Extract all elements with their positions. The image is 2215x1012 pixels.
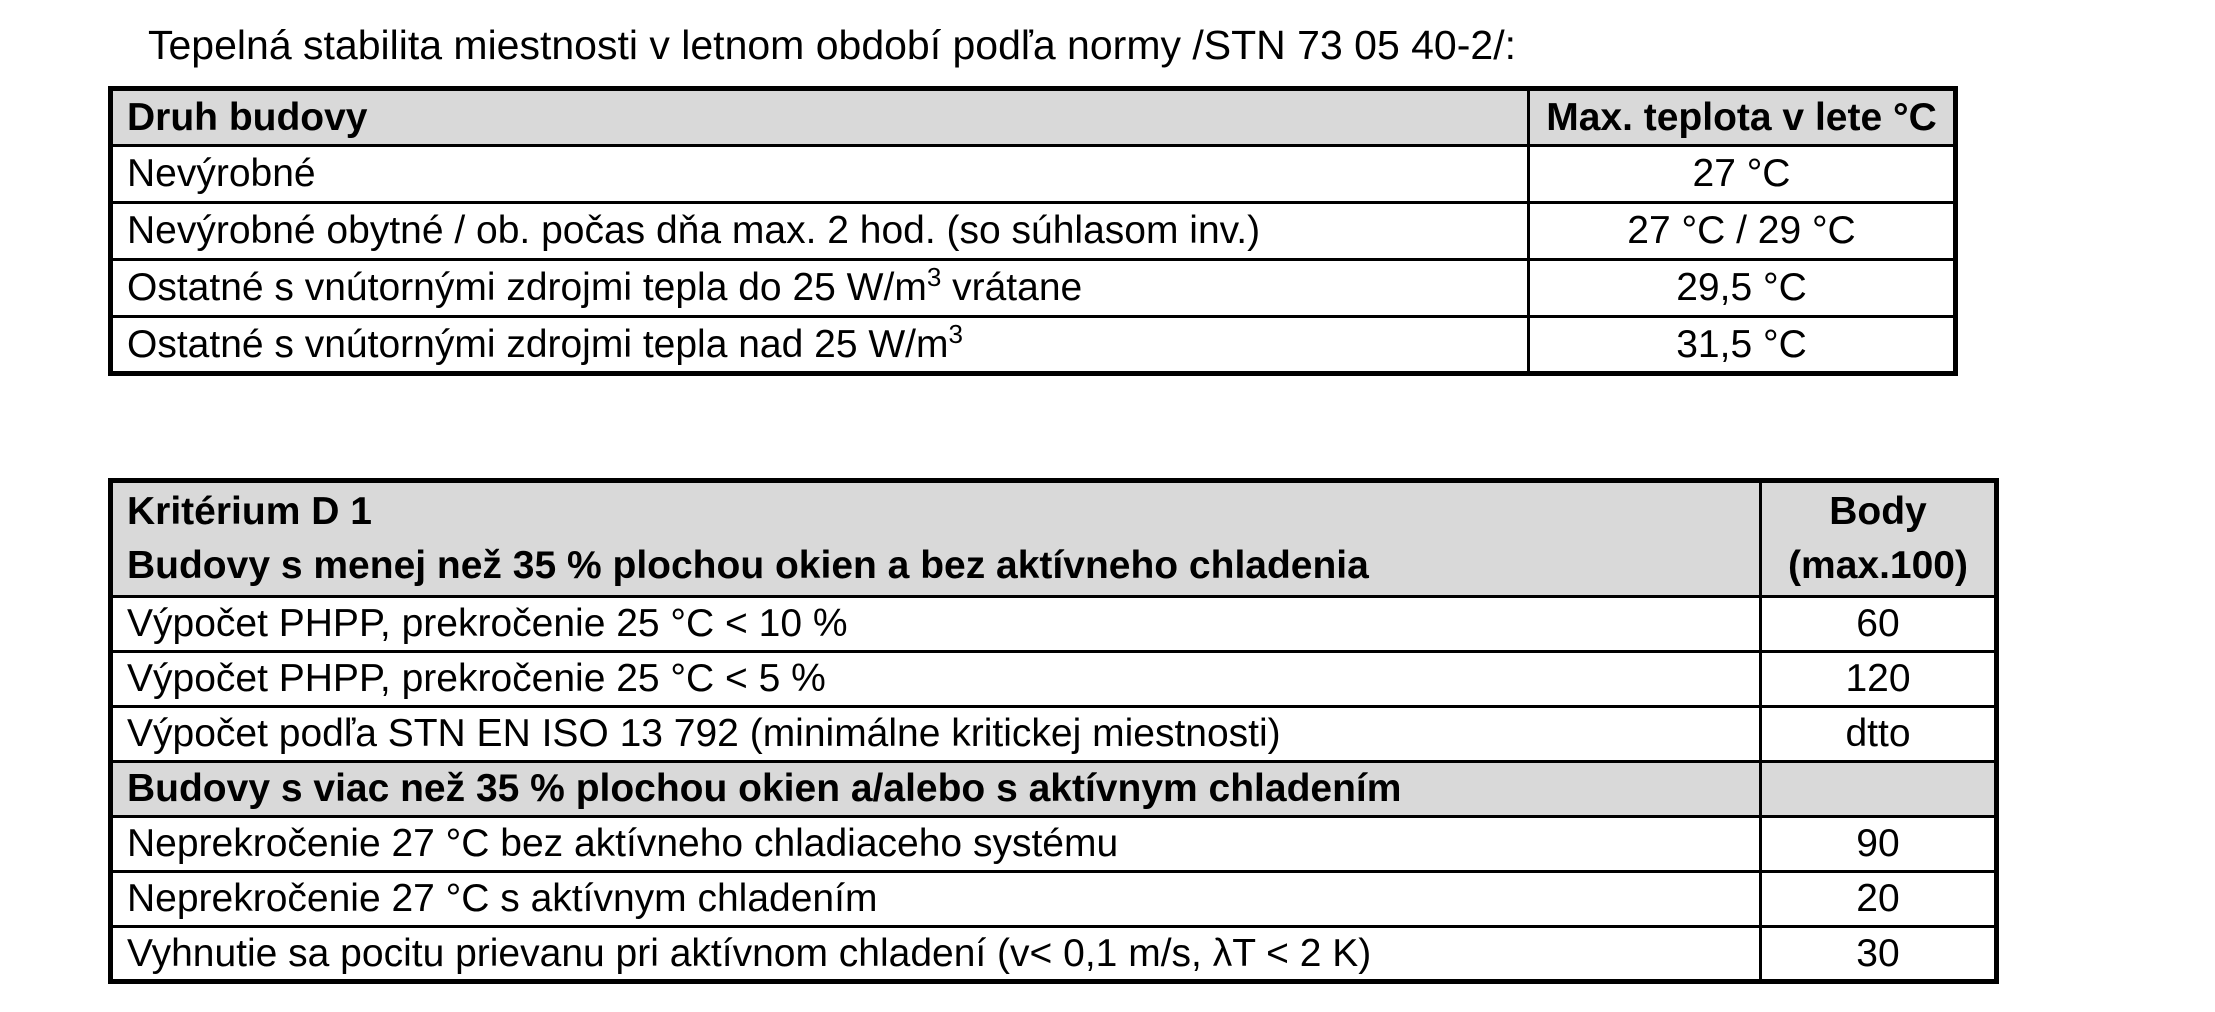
cell-text: Ostatné s vnútornými zdrojmi tepla do 25 W/m xyxy=(127,266,927,309)
cell-text: Nevýrobné obytné / ob. počas dňa max. 2 hod. (so súhlasom inv.) xyxy=(127,209,1261,252)
header-line-1: Body xyxy=(1829,490,1927,533)
cell-value: 90 xyxy=(1761,817,1997,872)
table-header-row xyxy=(111,481,1997,597)
subheader-empty-cell xyxy=(1761,762,1997,817)
criterion-d1-table xyxy=(108,478,1999,984)
table-row xyxy=(111,652,1997,707)
cell-value: dtto xyxy=(1761,707,1997,762)
table-row xyxy=(111,927,1997,982)
cell-label: Neprekročenie 27 °C s aktívnym chladením xyxy=(111,872,1761,927)
cell-value: 20 xyxy=(1761,872,1997,927)
cell-value: 27 °C / 29 °C xyxy=(1529,203,1956,260)
cell-text: vrátane xyxy=(941,266,1083,309)
column-header-kriterium xyxy=(111,481,1761,597)
cell-value: 27 °C xyxy=(1529,146,1956,203)
cell-label: Neprekročenie 27 °C bez aktívneho chladiaceho systému xyxy=(111,817,1761,872)
cell-value: 30 xyxy=(1761,927,1997,982)
header-line-2: (max.100) xyxy=(1788,544,1968,587)
cell-label: Výpočet PHPP, prekročenie 25 °C < 10 % xyxy=(111,597,1761,652)
page-title: Tepelná stabilita miestnosti v letnom období podľa normy /STN 73 05 40-2/: xyxy=(148,22,1516,68)
column-header-druh-budovy: Druh budovy xyxy=(111,89,1529,146)
cell-text: Nevýrobné xyxy=(127,152,316,195)
cell-label xyxy=(111,203,1529,260)
cell-value: 29,5 °C xyxy=(1529,260,1956,317)
table-row xyxy=(111,146,1956,203)
cell-text: Ostatné s vnútornými zdrojmi tepla nad 25 W/m xyxy=(127,322,949,366)
subheader-label: Budovy s viac než 35 % plochou okien a/alebo s aktívnym chladením xyxy=(111,762,1761,817)
table-row xyxy=(111,872,1997,927)
table-subheader-row xyxy=(111,762,1997,817)
cell-superscript: 3 xyxy=(926,262,942,292)
table-row xyxy=(111,260,1956,317)
column-header-max-teplota: Max. teplota v lete °C xyxy=(1529,89,1956,146)
cell-label: Výpočet PHPP, prekročenie 25 °C < 5 % xyxy=(111,652,1761,707)
building-type-table xyxy=(108,86,1958,376)
table-row xyxy=(111,707,1997,762)
cell-value: 31,5 °C xyxy=(1529,317,1956,374)
cell-value: 120 xyxy=(1761,652,1997,707)
cell-value: 60 xyxy=(1761,597,1997,652)
cell-superscript: 3 xyxy=(948,318,963,349)
table-row xyxy=(111,597,1997,652)
column-header-body xyxy=(1761,481,1997,597)
table-row xyxy=(111,203,1956,260)
cell-label: Výpočet podľa STN EN ISO 13 792 (minimálne kritickej miestnosti) xyxy=(111,707,1761,762)
table-row xyxy=(111,317,1956,374)
cell-label xyxy=(111,317,1529,374)
cell-label xyxy=(111,146,1529,203)
header-line-1: Kritérium D 1 xyxy=(127,490,372,533)
table-header-row xyxy=(111,89,1956,146)
cell-label xyxy=(111,260,1529,317)
table-row xyxy=(111,817,1997,872)
header-line-2: Budovy s menej než 35 % plochou okien a bez aktívneho chladenia xyxy=(127,544,1369,587)
cell-label: Vyhnutie sa pocitu prievanu pri aktívnom chladení (v< 0,1 m/s, λT < 2 K) xyxy=(111,927,1761,982)
